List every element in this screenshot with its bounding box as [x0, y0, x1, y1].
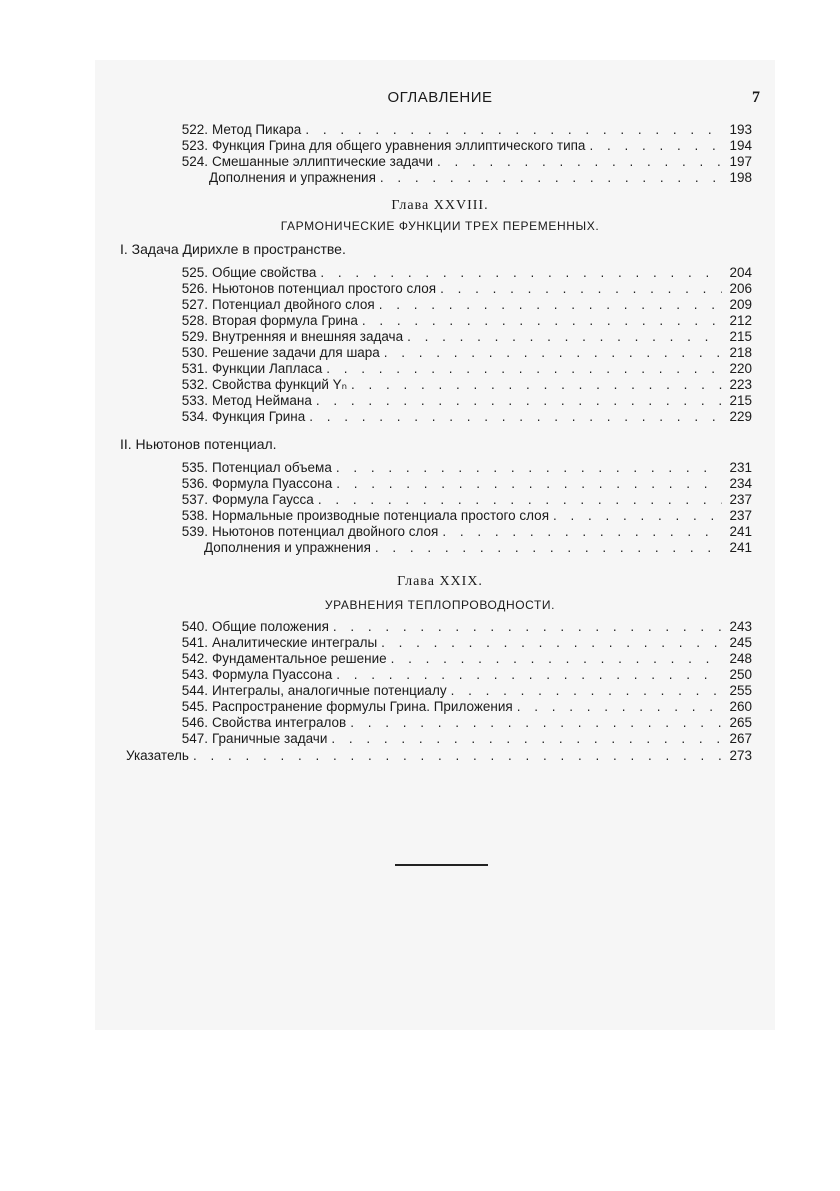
toc-entry[interactable] [170, 377, 752, 393]
toc-entry[interactable] [170, 619, 752, 635]
toc-entry[interactable] [170, 122, 752, 138]
leader-dots [440, 281, 722, 297]
toc-entry[interactable] [170, 409, 752, 425]
leader-dots [336, 667, 722, 683]
entry-page: 250 [729, 667, 752, 682]
leader-dots [336, 476, 722, 492]
entry-title: Формула Гаусса [212, 492, 314, 507]
leader-dots [331, 731, 722, 747]
toc-entry[interactable] [170, 265, 752, 281]
entry-page: 215 [729, 393, 752, 408]
entry-page: 197 [729, 154, 752, 169]
toc-entry[interactable] [170, 460, 752, 476]
toc-entry[interactable] [170, 476, 752, 492]
entry-title: Функции Лапласа [212, 361, 323, 376]
entry-title: Фундаментальное решение [212, 651, 387, 666]
toc-entry[interactable] [170, 138, 752, 154]
toc-entry[interactable] [170, 154, 752, 170]
leader-dots [589, 138, 722, 154]
entry-page: 260 [729, 699, 752, 714]
leader-dots [351, 377, 722, 393]
entry-page: 234 [729, 476, 752, 491]
entry-page: 248 [729, 651, 752, 666]
entry-page: 265 [729, 715, 752, 730]
entry-number: 543. [181, 667, 208, 682]
leader-dots [451, 683, 722, 699]
entry-title: Метод Пикара [212, 122, 302, 137]
entry-number: 523. [181, 138, 208, 153]
entry-page: 241 [729, 524, 752, 539]
entry-page: 212 [729, 313, 752, 328]
leader-dots [350, 715, 722, 731]
leader-dots [309, 409, 722, 425]
leader-dots [379, 297, 722, 313]
entry-number: 532. [181, 377, 208, 392]
toc-entry[interactable] [170, 361, 752, 377]
entry-page: 223 [729, 377, 752, 392]
entry-number: 530. [181, 345, 208, 360]
part-heading: II. Ньютонов потенциал. [120, 436, 277, 452]
entry-page: 255 [729, 683, 752, 698]
entry-number: 522. [181, 122, 208, 137]
entry-title: Граничные задачи [212, 731, 328, 746]
entry-title: Формула Пуассона [212, 667, 333, 682]
entry-page: 194 [729, 138, 752, 153]
entry-title: Интегралы, аналогичные потенциалу [212, 683, 447, 698]
entry-page: 220 [729, 361, 752, 376]
toc-entry-index[interactable] [126, 748, 752, 764]
leader-dots [553, 508, 722, 524]
toc-entry[interactable] [170, 699, 752, 715]
entry-number: 531. [181, 361, 208, 376]
entry-page: 209 [729, 297, 752, 312]
entry-page: 198 [729, 170, 752, 185]
leader-dots [333, 619, 722, 635]
entry-title: Формула Пуассона [212, 476, 333, 491]
entry-title: Нормальные производные потенциала простого слоя [212, 508, 549, 523]
entry-number: 537. [181, 492, 208, 507]
entry-number: 533. [181, 393, 208, 408]
toc-entry[interactable] [170, 715, 752, 731]
entry-title: Свойства интегралов [212, 715, 347, 730]
entry-number: 541. [181, 635, 208, 650]
leader-dots [391, 651, 722, 667]
leader-dots [193, 748, 722, 764]
end-rule [395, 864, 488, 866]
entry-number: 539. [181, 524, 208, 539]
entry-title: Распространение формулы Грина. Приложения [212, 699, 513, 714]
entry-title: Потенциал объема [212, 460, 332, 475]
entry-title: Функция Грина [212, 409, 306, 424]
entry-page: 237 [729, 492, 752, 507]
leader-dots [517, 699, 722, 715]
entry-page: 243 [729, 619, 752, 634]
toc-entry[interactable] [170, 635, 752, 651]
entry-number: 547. [181, 731, 208, 746]
toc-entry[interactable] [170, 329, 752, 345]
entry-title: Вторая формула Грина [212, 313, 358, 328]
leader-dots [442, 524, 722, 540]
entry-title: Функция Грина для общего уравнения эллиптического типа [212, 138, 586, 153]
entry-title: Внутренняя и внешняя задача [212, 329, 404, 344]
entry-number: 529. [181, 329, 208, 344]
toc-entry[interactable] [170, 731, 752, 747]
entry-number: 528. [181, 313, 208, 328]
entry-title: Потенциал двойного слоя [212, 297, 375, 312]
entry-number: 524. [181, 154, 208, 169]
entry-number: 527. [181, 297, 208, 312]
entry-title: Ньютонов потенциал двойного слоя [212, 524, 439, 539]
toc-entry[interactable] [204, 540, 752, 556]
chapter-heading: Глава XXIX. [397, 574, 483, 589]
entry-page: 241 [729, 540, 752, 555]
toc-entry[interactable] [170, 393, 752, 409]
entry-number: 544. [181, 683, 208, 698]
leader-dots [336, 460, 722, 476]
entry-page: 206 [729, 281, 752, 296]
leader-dots [318, 492, 722, 508]
entry-title: Дополнения и упражнения [209, 170, 376, 185]
entry-page: 193 [729, 122, 752, 137]
toc-entry[interactable] [170, 281, 752, 297]
toc-entry[interactable] [209, 170, 752, 186]
entry-number: 538. [181, 508, 208, 523]
entry-number: 536. [181, 476, 208, 491]
entry-title: Свойства функций Yₙ [212, 377, 348, 392]
entry-page: 218 [729, 345, 752, 360]
toc-entry[interactable] [170, 524, 752, 540]
entry-page: 245 [729, 635, 752, 650]
entry-number: 545. [181, 699, 208, 714]
entry-page: 273 [729, 748, 752, 763]
leader-dots [316, 393, 722, 409]
entry-number: 525. [181, 265, 208, 280]
toc-entry[interactable] [170, 508, 752, 524]
toc-entry[interactable] [170, 651, 752, 667]
page-number: 7 [752, 89, 760, 106]
entry-page: 231 [729, 460, 752, 475]
entry-number: 535. [181, 460, 208, 475]
toc-entry[interactable] [170, 667, 752, 683]
entry-page: 237 [729, 508, 752, 523]
chapter-subtitle: УРАВНЕНИЯ ТЕПЛОПРОВОДНОСТИ. [324, 598, 556, 612]
leader-dots [381, 635, 722, 651]
entry-page: 267 [729, 731, 752, 746]
entry-title: Общие свойства [212, 265, 317, 280]
leader-dots [362, 313, 722, 329]
entry-title: Дополнения и упражнения [204, 540, 371, 555]
leader-dots [320, 265, 722, 281]
leader-dots [375, 540, 722, 556]
leader-dots [326, 361, 722, 377]
entry-number: 546. [181, 715, 208, 730]
entry-page: 229 [729, 409, 752, 424]
toc-entry[interactable] [170, 345, 752, 361]
leader-dots [407, 329, 722, 345]
entry-title: Общие положения [212, 619, 329, 634]
entry-title: Смешанные эллиптические задачи [212, 154, 434, 169]
chapter-subtitle: ГАРМОНИЧЕСКИЕ ФУНКЦИИ ТРЕХ ПЕРЕМЕННЫХ. [280, 219, 600, 233]
entry-number: 526. [181, 281, 208, 296]
entry-title: Ньютонов потенциал простого слоя [212, 281, 437, 296]
page-header [120, 89, 760, 111]
entry-title: Решение задачи для шара [212, 345, 380, 360]
toc-entry[interactable] [170, 492, 752, 508]
entry-title: Аналитические интегралы [212, 635, 378, 650]
toc-entry[interactable] [170, 683, 752, 699]
entry-title: Метод Неймана [212, 393, 312, 408]
entry-number: 534. [181, 409, 208, 424]
part-heading: I. Задача Дирихле в пространстве. [120, 241, 346, 257]
entry-page: 215 [729, 329, 752, 344]
leader-dots [380, 170, 722, 186]
leader-dots [437, 154, 722, 170]
entry-number: 540. [181, 619, 208, 634]
leader-dots [305, 122, 722, 138]
leader-dots [384, 345, 722, 361]
entry-number: 542. [181, 651, 208, 666]
entry-page: 204 [729, 265, 752, 280]
entry-title: Указатель [126, 748, 189, 763]
page-title: ОГЛАВЛЕНИЕ [387, 89, 493, 106]
toc-entry[interactable] [170, 313, 752, 329]
chapter-heading: Глава XXVIII. [391, 198, 489, 213]
toc-entry[interactable] [170, 297, 752, 313]
